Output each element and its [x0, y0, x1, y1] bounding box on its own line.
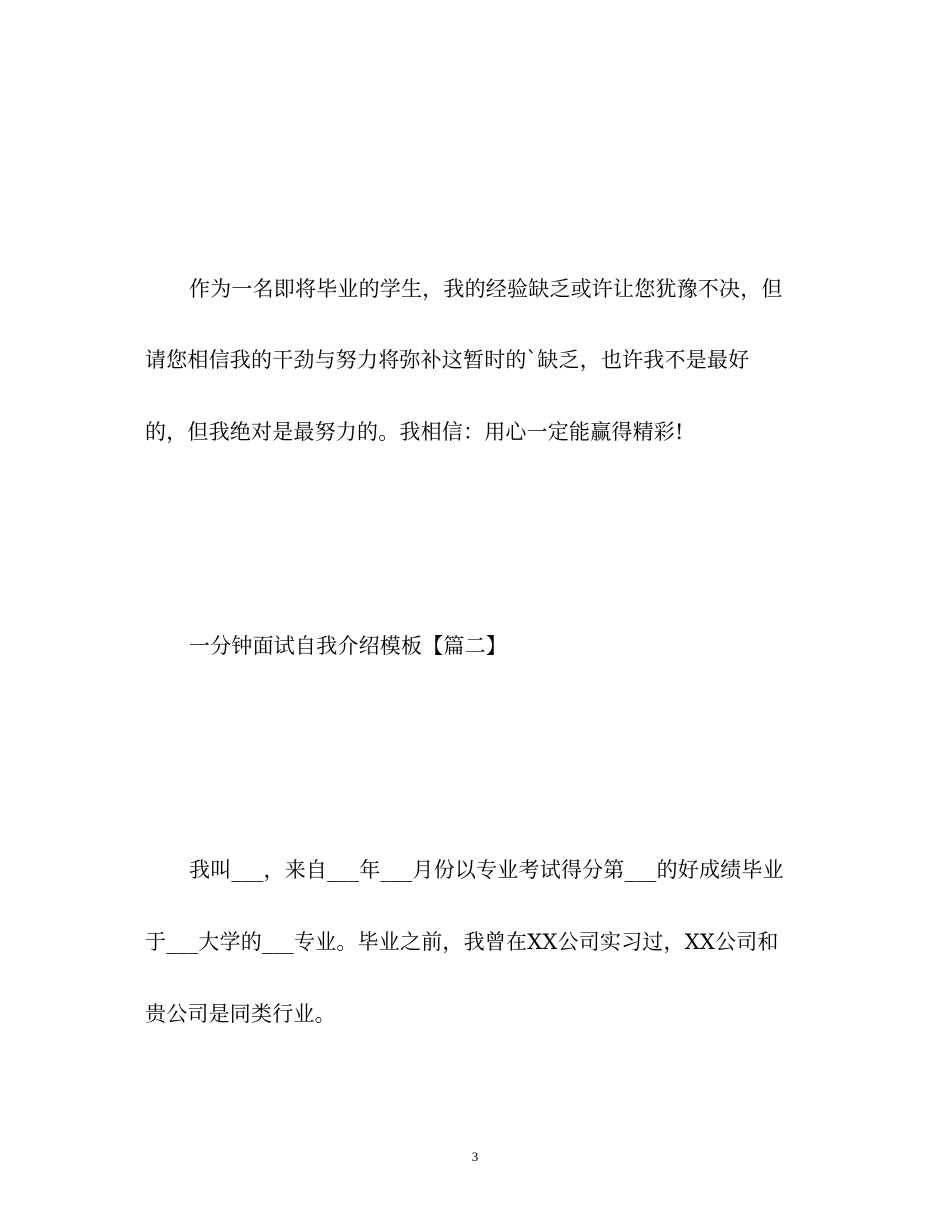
paragraph-1-line-1: 作为一名即将毕业的学生，我的经验缺乏或许让您犹豫不决，但: [189, 277, 783, 301]
paragraph-1-line-2: 请您相信我的干劲与努力将弥补这暂时的`缺乏，也许我不是最好: [145, 348, 750, 372]
paragraph-2-line-3: 贵公司是同类行业。: [145, 1002, 336, 1026]
paragraph-2-line-2: 于___大学的___专业。毕业之前，我曾在XX公司实习过，XX公司和: [145, 930, 779, 954]
page-number: 3: [471, 1149, 479, 1164]
paragraph-2-line-1: 我叫___，来自___年___月份以专业考试得分第___的好成绩毕业: [189, 858, 784, 882]
paragraph-1-line-3: 的，但我绝对是最努力的。我相信：用心一定能赢得精彩!: [145, 420, 684, 444]
section-heading: 一分钟面试自我介绍模板【篇二】: [189, 634, 507, 658]
